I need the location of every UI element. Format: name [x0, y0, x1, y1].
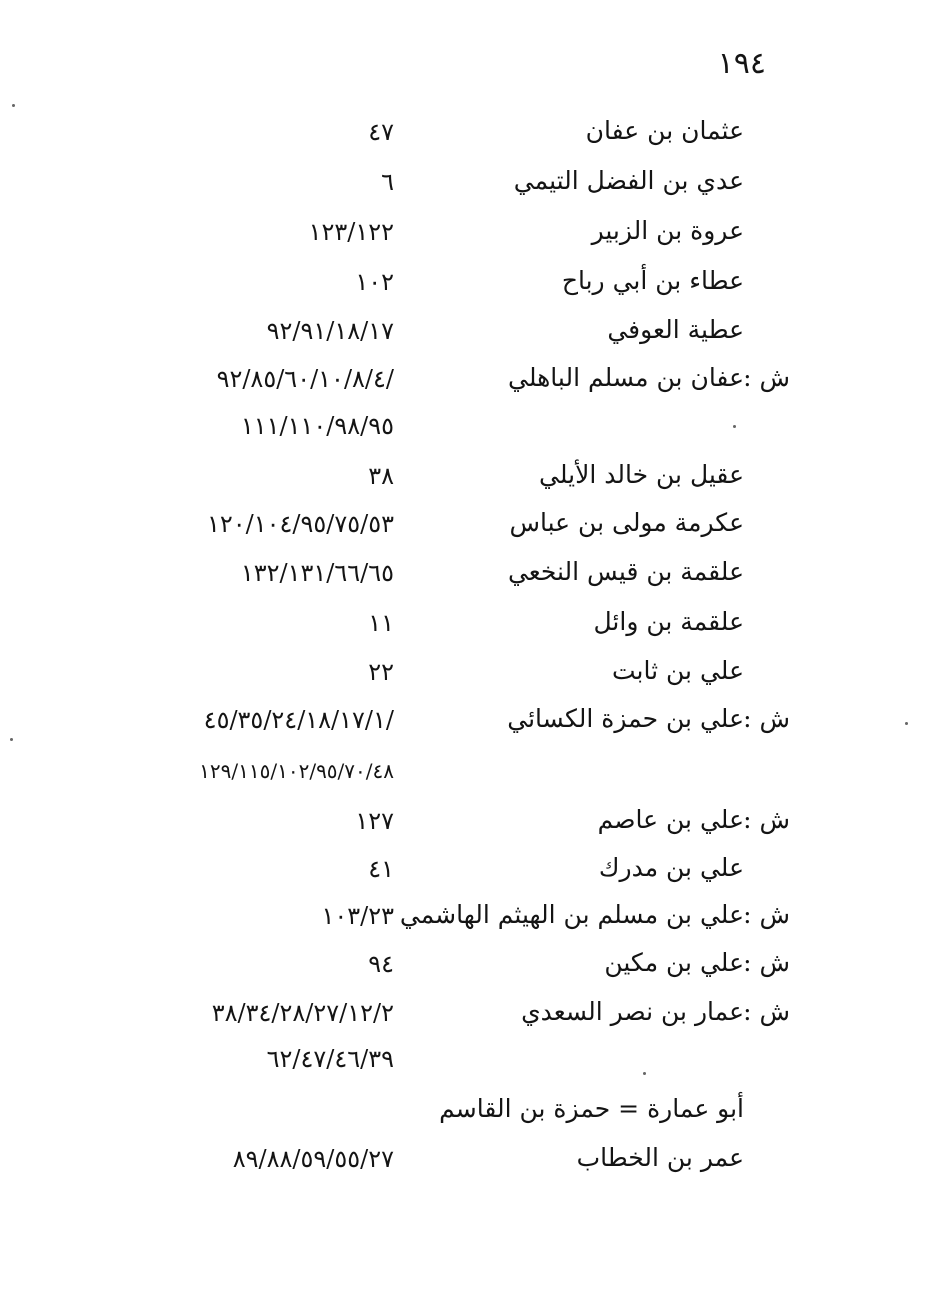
index-entry	[0, 216, 940, 260]
entry-name: علي بن مكين	[604, 948, 744, 977]
index-entry	[0, 704, 940, 748]
entry-page-refs: ٦	[381, 168, 394, 196]
entry-page-refs: ١٢٣/١٢٢	[308, 218, 394, 246]
entry-name: عمر بن الخطاب	[576, 1143, 744, 1172]
entry-name: علي بن ثابت	[612, 656, 744, 685]
entry-page-refs: /٩٢/٨٥/٦٠/١٠/٨/٤	[216, 365, 394, 393]
index-entry	[0, 557, 940, 601]
entry-name: علي بن حمزة الكسائي	[507, 704, 744, 733]
scan-speck	[905, 722, 908, 725]
scan-speck	[643, 1072, 646, 1075]
index-entry	[0, 805, 940, 849]
scan-speck	[12, 104, 15, 107]
scan-speck	[10, 738, 13, 741]
entry-page-refs: ٢٢	[368, 658, 394, 686]
scan-speck	[733, 425, 736, 428]
entry-name: أبو عمارة = حمزة بن القاسم	[439, 1094, 744, 1123]
entry-page-refs: ٤١	[368, 855, 394, 883]
index-entry	[0, 315, 940, 359]
index-entry	[0, 116, 940, 160]
entry-page-refs: ٨٩/٨٨/٥٩/٥٥/٢٧	[232, 1145, 394, 1173]
entry-name: عروة بن الزبير	[591, 216, 744, 245]
entry-page-refs: ٩٢/٩١/١٨/١٧	[266, 317, 394, 345]
entry-name: عكرمة مولى بن عباس	[509, 508, 744, 537]
entry-page-refs: ١١١/١١٠/٩٨/٩٥	[240, 412, 394, 440]
entry-page-refs: ١٠٢	[355, 268, 394, 296]
entry-name: علي بن مسلم بن الهيثم الهاشمي	[399, 900, 744, 929]
entry-marker: ش :	[743, 704, 790, 733]
entry-page-refs: ٣٨/٣٤/٢٨/٢٧/١٢/٢	[211, 999, 394, 1027]
entry-name: عطية العوفي	[607, 315, 744, 344]
index-entry	[0, 656, 940, 700]
entry-name: عمار بن نصر السعدي	[521, 997, 744, 1026]
index-entry	[0, 460, 940, 504]
index-entry	[0, 900, 940, 944]
entry-marker: ش :	[743, 900, 790, 929]
index-entry-continuation	[0, 410, 940, 454]
page-number: ١٩٤	[717, 46, 766, 81]
entry-page-refs: /٤٥/٣٥/٢٤/١٨/١٧/١	[203, 706, 394, 734]
entry-name: عطاء بن أبي رباح	[561, 266, 744, 295]
entry-page-refs: ٦٢/٤٧/٤٦/٣٩	[266, 1045, 394, 1073]
entry-name: علي بن مدرك	[598, 853, 744, 882]
entry-page-refs: ١١	[368, 609, 394, 637]
index-entry	[0, 508, 940, 552]
entry-page-refs: ٤٧	[368, 118, 394, 146]
index-entry	[0, 997, 940, 1041]
entry-marker: ش :	[743, 997, 790, 1026]
entry-page-refs: ١٢٧	[355, 807, 394, 835]
entry-page-refs: ٣٨	[368, 462, 394, 490]
entry-page-refs: ٩٤	[368, 950, 394, 978]
index-entry	[0, 948, 940, 992]
entry-marker: ش :	[743, 948, 790, 977]
entry-name: عدي بن الفضل التيمي	[513, 166, 744, 195]
entry-name: علقمة بن وائل	[593, 607, 744, 636]
entry-name: علي بن عاصم	[597, 805, 744, 834]
index-entry	[0, 363, 940, 407]
entry-page-refs: ١٣٢/١٣١/٦٦/٦٥	[240, 559, 394, 587]
entry-marker: ش :	[743, 363, 790, 392]
entry-page-refs: ١٢٠/١٠٤/٩٥/٧٥/٥٣	[206, 510, 394, 538]
index-entry-continuation	[0, 1043, 940, 1087]
index-entry	[0, 607, 940, 651]
index-entry	[0, 166, 940, 210]
entry-page-refs: ١٢٩/١١٥/١٠٢/٩٥/٧٠/٤٨	[199, 759, 394, 783]
entry-marker: ش :	[743, 805, 790, 834]
entry-name: عثمان بن عفان	[585, 116, 744, 145]
entry-name: عقيل بن خالد الأيلي	[539, 460, 744, 489]
index-entry-continuation	[0, 753, 940, 797]
index-entry	[0, 266, 940, 310]
index-entry	[0, 1094, 940, 1138]
entry-name: عفان بن مسلم الباهلي	[508, 363, 744, 392]
entry-page-refs: ١٠٣/٢٣	[321, 902, 394, 930]
index-entry	[0, 853, 940, 897]
entry-name: علقمة بن قيس النخعي	[507, 557, 744, 586]
index-entry	[0, 1143, 940, 1187]
